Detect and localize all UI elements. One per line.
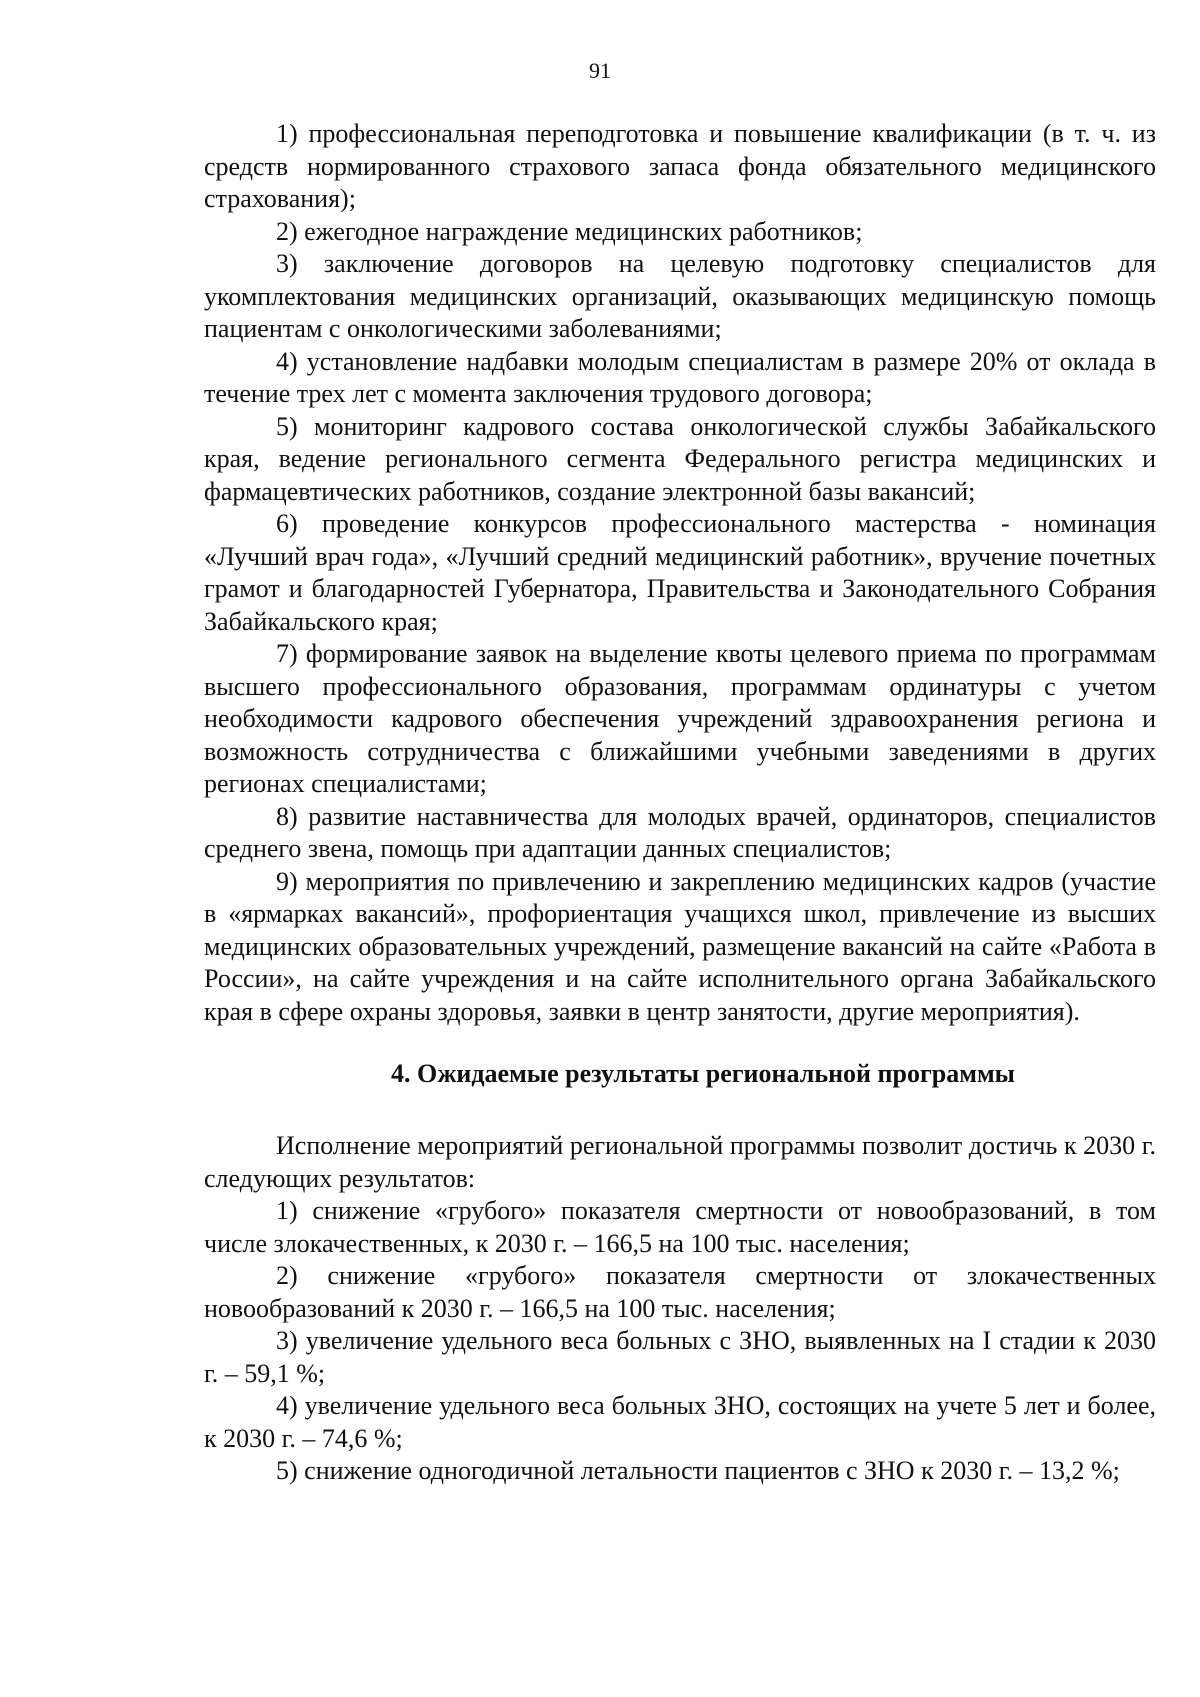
result-item-4: 4) увеличение удельного веса больных ЗНО, состоящих на учете 5 лет и более, к 2030 г. – 74,6 %; bbox=[204, 1391, 1156, 1453]
measure-item-3: 3) заключение договоров на целевую подготовку специалистов для укомплектования медицинских организаций, оказывающих медицинскую помощь пациентам с онкологическими заболеваниями; bbox=[204, 249, 1156, 343]
measure-item-1: 1) профессиональная переподготовка и повышение квалификации (в т. ч. из средств нормированного страхового запаса фонда обязательного медицинского страхования); bbox=[204, 119, 1156, 213]
results-intro: Исполнение мероприятий региональной программы позволит достичь к 2030 г. следующих результатов: bbox=[204, 1131, 1156, 1193]
measure-item-7: 7) формирование заявок на выделение квоты целевого приема по программам высшего профессионального образования, программам ординатуры с учетом необходимости кадрового обеспечения учреждений здравоохранения региона и возможность сотрудничества с ближайшими учебными заведениями в других регионах специалистами; bbox=[204, 639, 1156, 798]
result-item-2: 2) снижение «грубого» показателя смертности от злокачественных новообразований к 2030 г. – 166,5 на 100 тыс. населения; bbox=[204, 1261, 1156, 1323]
page-content bbox=[204, 118, 1156, 1488]
result-item-1: 1) снижение «грубого» показателя смертности от новообразований, в том числе злокачественных, к 2030 г. – 166,5 на 100 тыс. населения; bbox=[204, 1196, 1156, 1258]
measure-item-4: 4) установление надбавки молодым специалистам в размере 20% от оклада в течение трех лет с момента заключения трудового договора; bbox=[204, 346, 1156, 408]
measure-item-9: 9) мероприятия по привлечению и закреплению медицинских кадров (участие в «ярмарках вакансий», профориентация учащихся школ, привлечение из высших медицинских образовательных учреждений, размещение вакансий на сайте «Работа в России», на сайте учреждения и на сайте исполнительного органа Забайкальского края в сфере охраны здоровья, заявки в центр занятости, другие мероприятия). bbox=[204, 866, 1156, 1026]
measure-item-6: 6) проведение конкурсов профессионального мастерства - номинация «Лучший врач года», «Лучший средний медицинский работник», вручение почетных грамот и благодарностей Губернатора, Правительства и Законодательного Собрания Забайкальского края; bbox=[204, 509, 1156, 636]
measure-item-8: 8) развитие наставничества для молодых врачей, ординаторов, специалистов среднего звена, помощь при адаптации данных специалистов; bbox=[204, 801, 1156, 863]
section-heading: 4. Ожидаемые результаты региональной программы bbox=[391, 1059, 1015, 1088]
measure-item-2: 2) ежегодное награждение медицинских работников; bbox=[276, 216, 863, 246]
measure-item-5: 5) мониторинг кадрового состава онкологической службы Забайкальского края, ведение регионального сегмента Федерального регистра медицинских и фармацевтических работников, создание электронной базы вакансий; bbox=[204, 411, 1156, 506]
result-item-5: 5) снижение одногодичной летальности пациентов с ЗНО к 2030 г. – 13,2 %; bbox=[276, 1456, 1120, 1485]
result-item-3: 3) увеличение удельного веса больных с ЗНО, выявленных на I стадии к 2030 г. – 59,1 %; bbox=[204, 1326, 1156, 1388]
page-number: 91 bbox=[589, 58, 611, 83]
